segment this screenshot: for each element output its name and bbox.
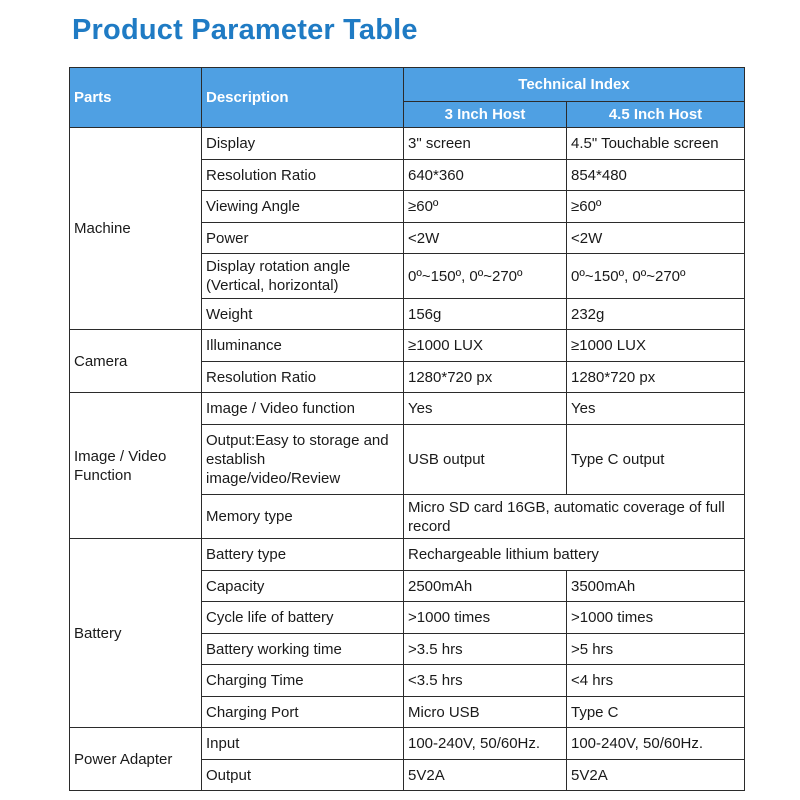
table-cell-4-5-inch: ≥1000 LUX <box>567 330 745 362</box>
table-cell-description: Output <box>202 760 404 791</box>
table-cell-description: Charging Port <box>202 697 404 728</box>
table-cell-description: Memory type <box>202 495 404 539</box>
header-parts: Parts <box>70 68 202 128</box>
table-cell-description: Cycle life of battery <box>202 602 404 634</box>
table-cell-4-5-inch: >1000 times <box>567 602 745 634</box>
header-3-inch-host: 3 Inch Host <box>404 102 567 128</box>
header-technical-index: Technical Index <box>404 68 745 102</box>
table-cell-4-5-inch: <4 hrs <box>567 665 745 697</box>
table-cell-description: Resolution Ratio <box>202 160 404 191</box>
table-cell-description: Battery working time <box>202 634 404 665</box>
table-cell-4-5-inch: >5 hrs <box>567 634 745 665</box>
table-cell-4-5-inch: Type C output <box>567 425 745 495</box>
table-cell-3-inch: 0º~150º, 0º~270º <box>404 254 567 299</box>
table-cell-3-inch: 640*360 <box>404 160 567 191</box>
table-cell-4-5-inch: 232g <box>567 299 745 330</box>
parameter-table <box>69 67 745 791</box>
table-cell-4-5-inch: 5V2A <box>567 760 745 791</box>
table-cell-4-5-inch: ≥60º <box>567 191 745 223</box>
table-cell-3-inch: <3.5 hrs <box>404 665 567 697</box>
table-cell-description: Capacity <box>202 571 404 602</box>
table-cell-description: Viewing Angle <box>202 191 404 223</box>
table-cell-description: Output:Easy to storage and establish image/video/Review <box>202 425 404 495</box>
table-cell-4-5-inch: 1280*720 px <box>567 362 745 393</box>
table-cell-3-inch: 156g <box>404 299 567 330</box>
table-cell-4-5-inch: 100-240V, 50/60Hz. <box>567 728 745 760</box>
table-cell-3-inch: ≥60º <box>404 191 567 223</box>
header-4-5-inch-host: 4.5 Inch Host <box>567 102 745 128</box>
part-power-adapter: Power Adapter <box>70 728 202 791</box>
table-cell-merged: Rechargeable lithium battery <box>404 539 745 571</box>
table-cell-3-inch: ≥1000 LUX <box>404 330 567 362</box>
part-image-video-function: Image / Video Function <box>70 393 202 539</box>
table-cell-description: Resolution Ratio <box>202 362 404 393</box>
table-cell-3-inch: Yes <box>404 393 567 425</box>
table-cell-4-5-inch: 3500mAh <box>567 571 745 602</box>
table-cell-description: Display <box>202 128 404 160</box>
table-cell-description: Image / Video function <box>202 393 404 425</box>
table-cell-description: Weight <box>202 299 404 330</box>
table-cell-description: Power <box>202 223 404 254</box>
table-cell-3-inch: 3" screen <box>404 128 567 160</box>
table-cell-4-5-inch: 854*480 <box>567 160 745 191</box>
table-cell-4-5-inch: 0º~150º, 0º~270º <box>567 254 745 299</box>
table-cell-3-inch: Micro USB <box>404 697 567 728</box>
part-machine: Machine <box>70 128 202 330</box>
table-cell-4-5-inch: Type C <box>567 697 745 728</box>
part-battery: Battery <box>70 539 202 728</box>
table-cell-merged: Micro SD card 16GB, automatic coverage of full record <box>404 495 745 539</box>
table-cell-3-inch: >1000 times <box>404 602 567 634</box>
part-camera: Camera <box>70 330 202 393</box>
page-title: Product Parameter Table <box>72 14 418 46</box>
table-cell-4-5-inch: Yes <box>567 393 745 425</box>
table-cell-description: Display rotation angle (Vertical, horizontal) <box>202 254 404 299</box>
table-cell-3-inch: <2W <box>404 223 567 254</box>
table-cell-4-5-inch: <2W <box>567 223 745 254</box>
table-cell-3-inch: 100-240V, 50/60Hz. <box>404 728 567 760</box>
header-description: Description <box>202 68 404 128</box>
table-cell-4-5-inch: 4.5" Touchable screen <box>567 128 745 160</box>
table-cell-description: Battery type <box>202 539 404 571</box>
table-cell-description: Illuminance <box>202 330 404 362</box>
table-cell-3-inch: 1280*720 px <box>404 362 567 393</box>
table-cell-3-inch: >3.5 hrs <box>404 634 567 665</box>
table-cell-3-inch: USB output <box>404 425 567 495</box>
table-cell-description: Input <box>202 728 404 760</box>
table-cell-description: Charging Time <box>202 665 404 697</box>
table-cell-3-inch: 2500mAh <box>404 571 567 602</box>
table-cell-3-inch: 5V2A <box>404 760 567 791</box>
